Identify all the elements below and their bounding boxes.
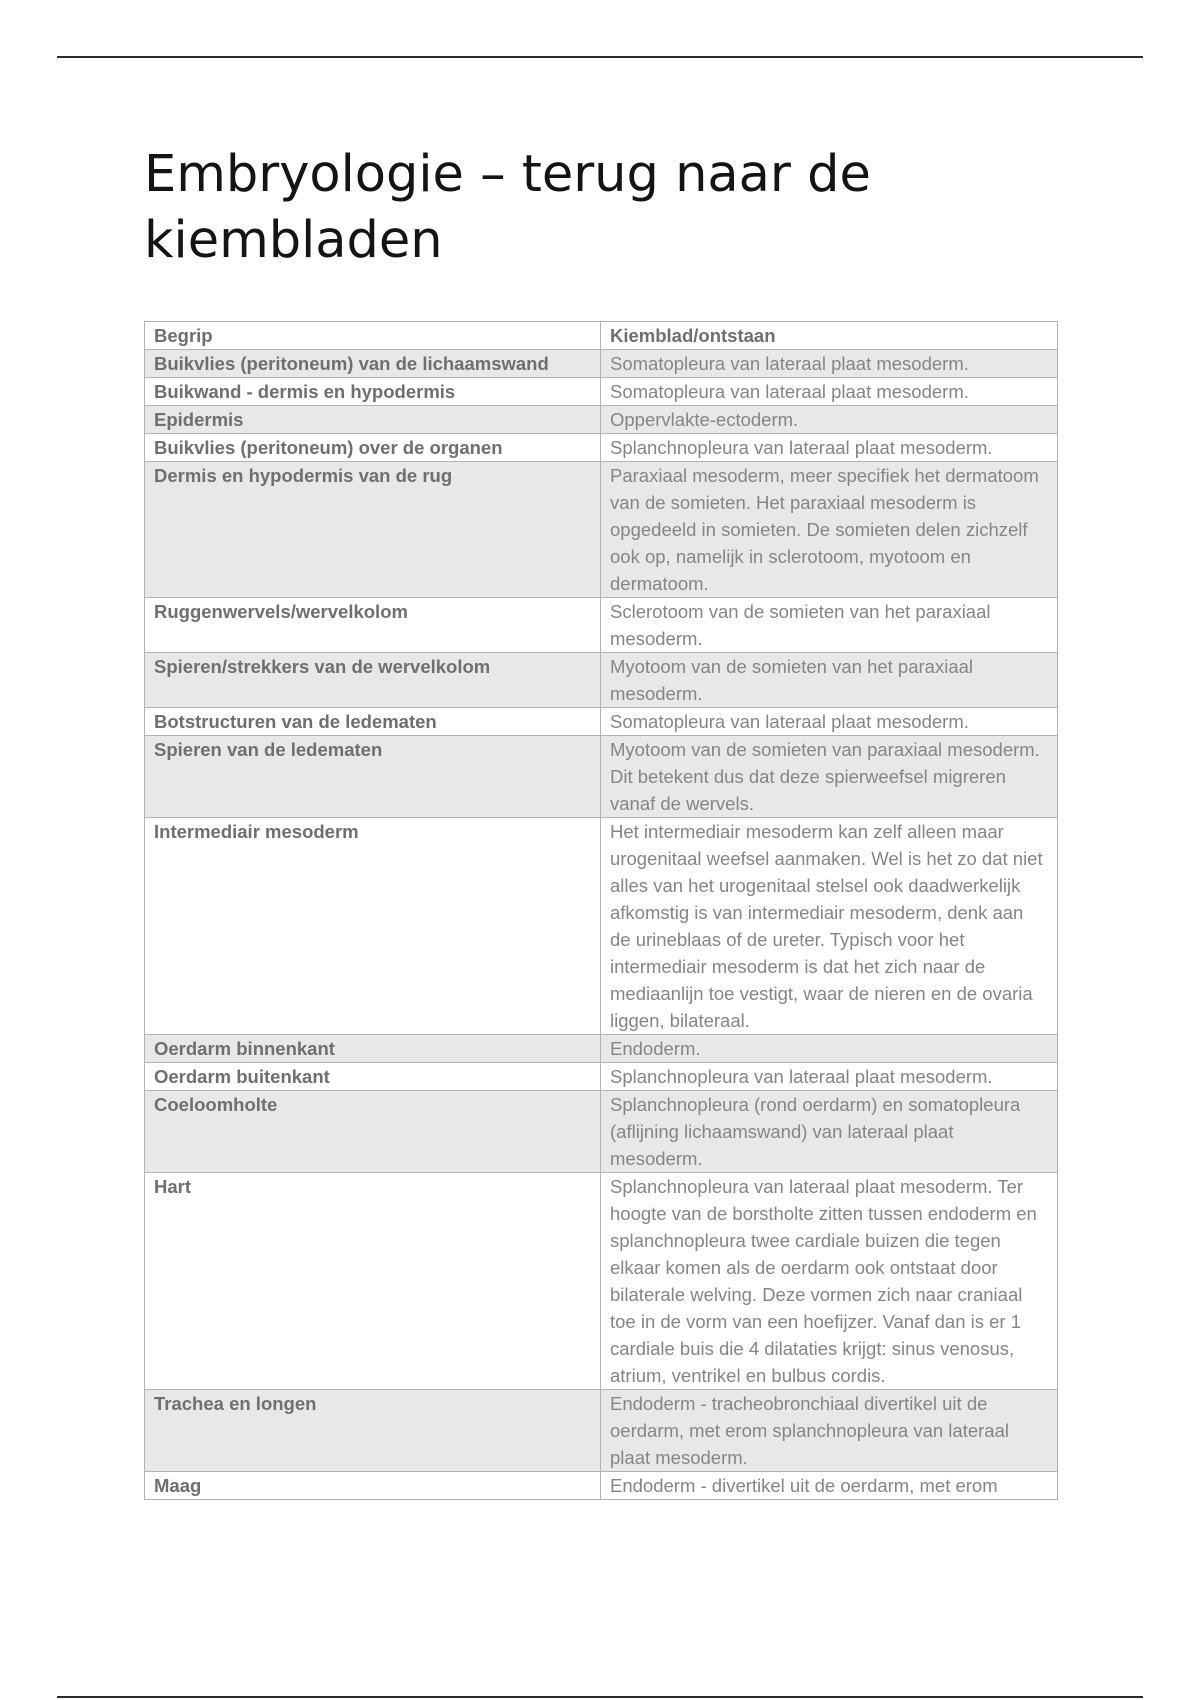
term-cell: Botstructuren van de ledematen — [145, 708, 601, 736]
origin-cell: Sclerotoom van de somieten van het paraxiaal mesoderm. — [601, 598, 1058, 653]
term-cell: Buikvlies (peritoneum) van de lichaamswand — [145, 350, 601, 378]
term-cell: Hart — [145, 1173, 601, 1390]
origin-cell: Het intermediair mesoderm kan zelf alleen maar urogenitaal weefsel aanmaken. Wel is het zo dat niet alles van het urogenitaal stelsel ook daadwerkelijk afkomstig is van intermediair mesoderm, denk aan de urineblaas of de ureter. Typisch voor het intermediair mesoderm is dat het zich naar de mediaanlijn toe vestigt, waar de nieren en de ovaria liggen, bilateraal. — [601, 818, 1058, 1035]
term-cell: Spieren/strekkers van de wervelkolom — [145, 653, 601, 708]
table-row — [145, 1091, 1058, 1173]
table-row — [145, 1035, 1058, 1063]
origin-cell: Somatopleura van lateraal plaat mesoderm. — [601, 708, 1058, 736]
table-row — [145, 736, 1058, 818]
table-row — [145, 1472, 1058, 1500]
table-row — [145, 1173, 1058, 1390]
table-row — [145, 350, 1058, 378]
term-cell: Trachea en longen — [145, 1390, 601, 1472]
origin-cell: Myotoom van de somieten van het paraxiaal mesoderm. — [601, 653, 1058, 708]
origin-cell: Endoderm - tracheobronchiaal divertikel uit de oerdarm, met erom splanchnopleura van lateraal plaat mesoderm. — [601, 1390, 1058, 1472]
term-cell: Intermediair mesoderm — [145, 818, 601, 1035]
germ-layer-table — [144, 321, 1058, 1500]
term-cell: Maag — [145, 1472, 601, 1500]
origin-cell: Myotoom van de somieten van paraxiaal mesoderm. Dit betekent dus dat deze spierweefsel migreren vanaf de wervels. — [601, 736, 1058, 818]
term-cell: Buikvlies (peritoneum) over de organen — [145, 434, 601, 462]
term-cell: Oerdarm buitenkant — [145, 1063, 601, 1091]
origin-cell: Splanchnopleura (rond oerdarm) en somatopleura (aflijning lichaamswand) van lateraal plaat mesoderm. — [601, 1091, 1058, 1173]
origin-cell: Paraxiaal mesoderm, meer specifiek het dermatoom van de somieten. Het paraxiaal mesoderm is opgedeeld in somieten. De somieten delen zichzelf ook op, namelijk in sclerotoom, myotoom en dermatoom. — [601, 462, 1058, 598]
term-cell: Buikwand - dermis en hypodermis — [145, 378, 601, 406]
column-header-origin: Kiemblad/ontstaan — [601, 322, 1058, 350]
origin-cell: Somatopleura van lateraal plaat mesoderm. — [601, 378, 1058, 406]
table-row — [145, 818, 1058, 1035]
origin-cell: Endoderm - divertikel uit de oerdarm, met erom — [601, 1472, 1058, 1500]
table-row — [145, 708, 1058, 736]
table-header-row — [145, 322, 1058, 350]
origin-cell: Somatopleura van lateraal plaat mesoderm. — [601, 350, 1058, 378]
origin-cell: Splanchnopleura van lateraal plaat mesoderm. — [601, 434, 1058, 462]
term-cell: Coeloomholte — [145, 1091, 601, 1173]
page-title: Embryologie – terug naar de kiembladen — [144, 145, 871, 270]
origin-cell: Oppervlakte-ectoderm. — [601, 406, 1058, 434]
table-row — [145, 406, 1058, 434]
table-row — [145, 378, 1058, 406]
origin-cell: Endoderm. — [601, 1035, 1058, 1063]
term-cell: Dermis en hypodermis van de rug — [145, 462, 601, 598]
table-row — [145, 1390, 1058, 1472]
header-rule — [57, 56, 1143, 58]
table-row — [145, 434, 1058, 462]
term-cell: Oerdarm binnenkant — [145, 1035, 601, 1063]
footer-rule — [57, 1696, 1143, 1698]
table-row — [145, 598, 1058, 653]
table-row — [145, 653, 1058, 708]
origin-cell: Splanchnopleura van lateraal plaat mesoderm. — [601, 1063, 1058, 1091]
term-cell: Epidermis — [145, 406, 601, 434]
origin-cell: Splanchnopleura van lateraal plaat mesoderm. Ter hoogte van de borstholte zitten tussen endoderm en splanchnopleura twee cardiale buizen die tegen elkaar komen als de oerdarm ook ontstaat door bilaterale welving. Deze vormen zich naar craniaal toe in de vorm van een hoefijzer. Vanaf dan is er 1 cardiale buis die 4 dilataties krijgt: sinus venosus, atrium, ventrikel en bulbus cordis. — [601, 1173, 1058, 1390]
table-row — [145, 1063, 1058, 1091]
term-cell: Spieren van de ledematen — [145, 736, 601, 818]
column-header-term: Begrip — [145, 322, 601, 350]
term-cell: Ruggenwervels/wervelkolom — [145, 598, 601, 653]
table-row — [145, 462, 1058, 598]
